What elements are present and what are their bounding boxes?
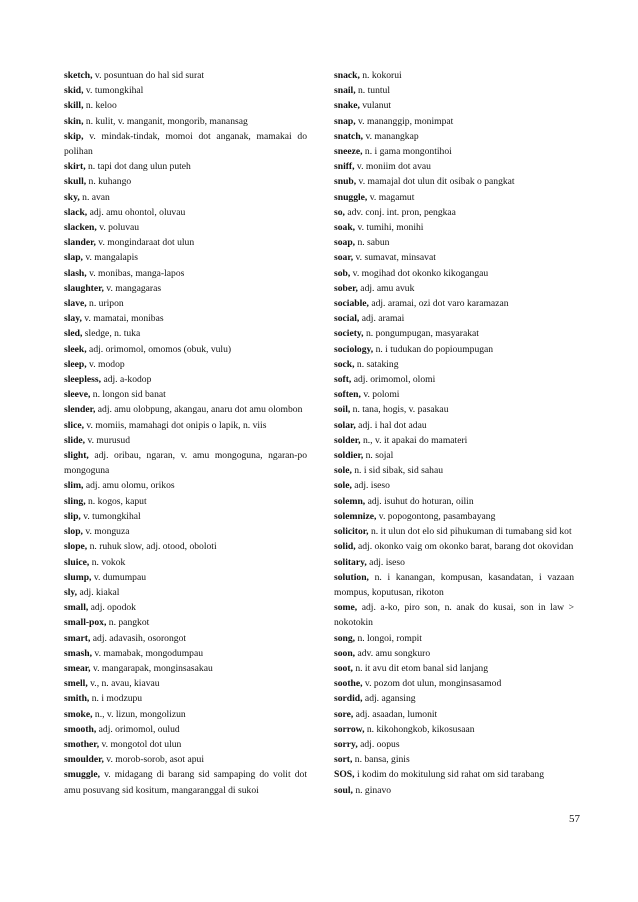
headword: smooth, (64, 723, 97, 735)
headword: so, (334, 206, 345, 218)
definition: v. tumongkihal (83, 85, 144, 97)
dictionary-entry (334, 342, 574, 357)
dictionary-entry (64, 418, 307, 433)
definition: v. polomi (360, 389, 400, 401)
dictionary-entry (64, 555, 307, 570)
definition: adj. orimomol, omomos (obuk, vulu) (86, 343, 232, 355)
definition: v. pozom dot ulun, monginsasamod (362, 678, 502, 690)
headword: small, (64, 602, 89, 614)
definition: v. midagang di barang sid sampaping do volit dot amu posuvang sid kositum, mangaranggal di sukoi (64, 769, 307, 796)
dictionary-entry (64, 509, 307, 524)
dictionary-entry (64, 190, 307, 205)
definition: n. kokorui (359, 70, 402, 81)
dictionary-entry (334, 631, 574, 646)
headword: soot, (334, 662, 353, 674)
headword: soothe, (334, 678, 363, 690)
headword: solicitor, (334, 526, 369, 538)
definition: adj. kiakal (77, 586, 120, 598)
headword: smuggle, (64, 769, 100, 781)
headword: snack, (334, 70, 360, 81)
headword: sleek, (64, 343, 87, 355)
headword: snake, (334, 100, 360, 112)
dictionary-entry (334, 524, 574, 539)
definition: adj. aramai, ozi dot varo karamazan (368, 298, 509, 310)
headword: song, (334, 632, 356, 644)
dictionary-entry (64, 752, 307, 767)
dictionary-entry (64, 691, 307, 706)
headword: sociology, (334, 343, 374, 355)
dictionary-entry (334, 311, 574, 326)
headword: soul, (334, 784, 353, 796)
headword: sordid, (334, 693, 363, 705)
dictionary-entry (334, 402, 574, 417)
headword: sleepless, (64, 374, 102, 386)
definition: adj. amu olobpung, akangau, anaru dot amu olombon (95, 404, 303, 416)
dictionary-entry (64, 114, 307, 129)
headword: skull, (64, 176, 87, 188)
definition: v. momiis, mamahagi dot onipis o lapik, n. viis (83, 419, 267, 431)
dictionary-entry (334, 752, 574, 767)
dictionary-entry (334, 281, 574, 296)
headword: slave, (64, 298, 87, 310)
dictionary-entry (64, 676, 307, 691)
dictionary-entry (64, 737, 307, 752)
headword: sled, (64, 328, 83, 340)
headword: sociable, (334, 298, 369, 310)
headword: snap, (334, 115, 356, 127)
dictionary-entry (64, 98, 307, 113)
dictionary-entry (64, 661, 307, 676)
definition: vulanut (359, 100, 392, 112)
definition: adv. conj. int. pron, pengkaa (344, 206, 456, 218)
dictionary-entry (64, 478, 307, 493)
headword: skirt, (64, 161, 86, 173)
dictionary-entry (334, 174, 574, 189)
dictionary-entry (334, 144, 574, 159)
definition: n. kulit, v. manganit, mongorib, manansag (83, 115, 248, 127)
definition: v. mananggip, monimpat (355, 115, 454, 127)
dictionary-entry (64, 646, 307, 661)
headword: soar, (334, 252, 354, 264)
dictionary-entry (64, 539, 307, 554)
dictionary-entry (64, 631, 307, 646)
dictionary-entry (64, 235, 307, 250)
headword: some, (334, 602, 358, 614)
dictionary-entry (334, 357, 574, 372)
headword: sleep, (64, 358, 87, 370)
dictionary-entry (334, 250, 574, 265)
headword: skip, (64, 130, 84, 142)
headword: smoulder, (64, 754, 104, 766)
definition: n. pongumpugan, masyarakat (363, 328, 479, 340)
definition: n. longoi, rompit (355, 632, 422, 644)
definition: v. murusud (85, 434, 131, 446)
headword: soldier, (334, 450, 364, 462)
headword: solder, (334, 434, 361, 446)
definition: v. mamajal dot ulun dit osibak o pangkat (356, 176, 515, 188)
headword: snail, (334, 85, 356, 97)
dictionary-entry (64, 326, 307, 341)
definition: adj. iseso (351, 480, 390, 492)
headword: sole, (334, 465, 352, 477)
definition: adj. adavasih, osorongot (90, 632, 187, 644)
definition: v. mogihad dot okonko kikogangau (350, 267, 489, 279)
definition: n. sojal (363, 450, 394, 462)
headword: sob, (334, 267, 351, 279)
dictionary-entry (64, 357, 307, 372)
definition: n. uripon (86, 298, 124, 310)
headword: solitary, (334, 556, 367, 568)
headword: slash, (64, 267, 87, 279)
headword: slope, (64, 541, 88, 553)
dictionary-entry (64, 585, 307, 600)
headword: smart, (64, 632, 91, 644)
headword: sole, (334, 480, 352, 492)
dictionary-entry (334, 326, 574, 341)
headword: sneeze, (334, 146, 363, 158)
definition: n. tuntul (355, 85, 390, 97)
page-number: 57 (569, 813, 580, 825)
dictionary-entry (334, 783, 574, 798)
headword: solemnize, (334, 510, 377, 522)
definition: adj. isuhut do hoturan, oilin (365, 495, 474, 507)
dictionary-entry (334, 570, 574, 600)
definition: n. keloo (83, 100, 117, 112)
dictionary-entry (334, 676, 574, 691)
headword: slander, (64, 237, 96, 249)
headword: sorrow, (334, 723, 365, 735)
dictionary-entry (334, 661, 574, 676)
dictionary-entry (64, 129, 307, 159)
definition: adj. oopus (357, 738, 400, 750)
definition: v. morob-sorob, asot apui (103, 754, 205, 766)
headword: soften, (334, 389, 361, 401)
definition: v. mangagaras (103, 282, 162, 294)
definition: v. posuntuan do hal sid surat (92, 70, 205, 81)
headword: snatch, (334, 130, 364, 142)
dictionary-entry (64, 220, 307, 235)
headword: sketch, (64, 70, 93, 81)
headword: slop, (64, 526, 83, 538)
definition: v. poluvau (96, 222, 140, 234)
dictionary-entry (64, 205, 307, 220)
definition: adv. amu songkuro (355, 647, 431, 659)
headword: slacken, (64, 222, 97, 234)
headword: slack, (64, 206, 88, 218)
dictionary-entry (334, 478, 574, 493)
headword: solution, (334, 571, 369, 583)
dictionary-entry (334, 372, 574, 387)
definition: n. sataking (354, 358, 399, 370)
dictionary-entry (64, 402, 307, 417)
dictionary-entry (64, 600, 307, 615)
headword: sock, (334, 358, 355, 370)
headword: slay, (64, 313, 82, 325)
dictionary-entry (64, 494, 307, 509)
definition: adj. amu olomu, orikos (83, 480, 175, 492)
headword: smell, (64, 678, 88, 690)
headword: smear, (64, 662, 91, 674)
dictionary-entry (334, 691, 574, 706)
definition: v. tumihi, monihi (355, 222, 424, 234)
definition: n. kuhango (86, 176, 132, 188)
definition: n. i gama mongontihoi (362, 146, 452, 158)
headword: smash, (64, 647, 92, 659)
definition: adj. orimomol, olomi (351, 374, 436, 386)
dictionary-entry (334, 646, 574, 661)
dictionary-entry (64, 83, 307, 98)
dictionary-entry (334, 767, 574, 782)
definition: v. moniim dot avau (354, 161, 431, 173)
dictionary-entry (64, 250, 307, 265)
headword: social, (334, 313, 360, 325)
headword: solid, (334, 541, 356, 553)
dictionary-entry (64, 524, 307, 539)
headword: slender, (64, 404, 96, 416)
headword: sling, (64, 495, 86, 507)
dictionary-entry (334, 266, 574, 281)
dictionary-entry (334, 129, 574, 144)
definition: n. i modzupu (89, 693, 143, 705)
dictionary-entry (64, 281, 307, 296)
dictionary-entry (334, 98, 574, 113)
headword: sluice, (64, 556, 90, 568)
dictionary-entry (64, 722, 307, 737)
headword: sly, (64, 586, 78, 598)
dictionary-entry (334, 600, 574, 630)
headword: society, (334, 328, 364, 340)
headword: smoke, (64, 708, 93, 720)
definition: n., v. lizun, mongolizun (92, 708, 186, 720)
definition: v. mongindaraat dot ulun (95, 237, 195, 249)
definition: n. avan (79, 191, 110, 203)
dictionary-entry (334, 555, 574, 570)
dictionary-entry (334, 433, 574, 448)
dictionary-entry (334, 114, 574, 129)
headword: sky, (64, 191, 80, 203)
dictionary-entry (334, 737, 574, 752)
definition: adj. iseso (366, 556, 405, 568)
definition: v. mongotol dot ulun (99, 738, 182, 750)
dictionary-entry (334, 296, 574, 311)
headword: skid, (64, 85, 84, 97)
dictionary-entry (64, 174, 307, 189)
definition: n. kikohongkob, kikosusaan (364, 723, 475, 735)
dictionary-entry (64, 448, 307, 478)
definition: adj. a-ko, piro son, n. anak do kusai, son in law > nokotokin (334, 602, 574, 629)
definition: n. sabun (355, 237, 390, 249)
definition: n. vokok (89, 556, 126, 568)
definition: v. manangkap (363, 130, 419, 142)
definition: adj. aramai (359, 313, 405, 325)
headword: skill, (64, 100, 84, 112)
definition: n. it ulun dot elo sid pihukuman di tumabang sid kot (368, 526, 572, 538)
headword: soil, (334, 404, 351, 416)
headword: smother, (64, 738, 100, 750)
headword: soak, (334, 222, 356, 234)
definition: v. mindak-tindak, momoi dot anganak, mamakai do polihan (64, 130, 307, 158)
dictionary-entry (334, 387, 574, 402)
dictionary-entry (64, 767, 307, 797)
definition: adj. okonko vaig om okonko barat, barang dot okovidan (355, 541, 574, 553)
headword: sorry, (334, 738, 358, 750)
dictionary-entry (64, 311, 307, 326)
definition: n. i tudukan do popioumpugan (373, 343, 494, 355)
dictionary-entry (334, 235, 574, 250)
definition: n. tana, hogis, v. pasakau (350, 404, 449, 416)
headword: snuggle, (334, 191, 368, 203)
headword: slice, (64, 419, 84, 431)
left-column (64, 68, 307, 798)
headword: solar, (334, 419, 356, 431)
headword: sniff, (334, 161, 355, 173)
headword: sober, (334, 282, 358, 294)
headword: smith, (64, 693, 90, 705)
headword: slim, (64, 480, 84, 492)
dictionary-entry (64, 159, 307, 174)
definition: adj. amu avuk (357, 282, 415, 294)
dictionary-entry (334, 68, 574, 83)
definition: sledge, n. tuka (82, 328, 141, 340)
dictionary-entry (64, 342, 307, 357)
headword: sleeve, (64, 389, 91, 401)
definition: n. kogos, kaput (85, 495, 147, 507)
headword: slaughter, (64, 282, 104, 294)
definition: i kodim do mokitulung sid rahat om sid tarabang (354, 769, 545, 781)
dictionary-entry (334, 509, 574, 524)
definition: n. tapi dot dang ulun puteh (85, 161, 191, 173)
headword: solemn, (334, 495, 366, 507)
headword: soft, (334, 374, 352, 386)
dictionary-entry (64, 68, 307, 83)
headword: sore, (334, 708, 354, 720)
headword: slight, (64, 450, 89, 462)
definition: n., v. it apakai do mamateri (360, 434, 468, 446)
definition: adj. agansing (362, 693, 416, 705)
right-column (334, 68, 574, 798)
dictionary-entry (64, 570, 307, 585)
dictionary-entry (334, 159, 574, 174)
definition: v. popogontong, pasambayang (376, 510, 496, 522)
definition: v. monguza (82, 526, 130, 538)
dictionary-entry (64, 615, 307, 630)
definition: v., n. avau, kiavau (87, 678, 160, 690)
definition: n. longon sid banat (90, 389, 166, 401)
definition: n. it avu dit etom banal sid lanjang (352, 662, 489, 674)
dictionary-entry (64, 433, 307, 448)
definition: n. i kanangan, kompusan, kasandatan, i vazaan mompus, koputusan, rikoton (334, 571, 574, 598)
definition: v. mangalapis (82, 252, 138, 264)
headword: soon, (334, 647, 356, 659)
dictionary-entry (334, 83, 574, 98)
headword: skin, (64, 115, 84, 127)
definition: adj. orimomol, oulud (96, 723, 180, 735)
definition: adj. asaadan, lumonit (353, 708, 438, 720)
headword: small-pox, (64, 617, 107, 629)
dictionary-entry (64, 387, 307, 402)
definition: v. dumumpau (91, 571, 147, 583)
dictionary-entry (334, 418, 574, 433)
headword: slip, (64, 510, 81, 522)
definition: v. modop (86, 358, 125, 370)
dictionary-entry (334, 494, 574, 509)
dictionary-entry (334, 190, 574, 205)
definition: n. i sid sibak, sid sahau (351, 465, 443, 477)
definition: adj. a-kodop (101, 374, 152, 386)
dictionary-entry (334, 205, 574, 220)
definition: v. monibas, manga-lapos (86, 267, 185, 279)
headword: slide, (64, 434, 86, 446)
headword: soap, (334, 237, 356, 249)
definition: v. sumavat, minsavat (353, 252, 436, 264)
dictionary-entry (334, 539, 574, 554)
dictionary-entry (64, 372, 307, 387)
dictionary-entry (334, 463, 574, 478)
headword: snub, (334, 176, 357, 188)
dictionary-entry (64, 266, 307, 281)
definition: adj. opodok (88, 602, 136, 614)
definition: v. mamatai, monibas (81, 313, 164, 325)
definition: n. pangkot (106, 617, 150, 629)
dictionary-entry (334, 707, 574, 722)
definition: v. tumongkihal (80, 510, 141, 522)
definition: adj. i hal dot adau (355, 419, 427, 431)
dictionary-entry (64, 707, 307, 722)
dictionary-entry (334, 448, 574, 463)
headword: slap, (64, 252, 83, 264)
definition: v. magamut (367, 191, 415, 203)
definition: n. ginavo (352, 784, 392, 796)
definition: adj. oribau, ngaran, v. amu mongoguna, ngaran-po mongoguna (64, 450, 307, 477)
definition: n. ruhuk slow, adj. otood, oboloti (87, 541, 217, 553)
dictionary-entry (334, 220, 574, 235)
dictionary-entry (64, 296, 307, 311)
headword: sort, (334, 754, 353, 766)
headword: SOS, (334, 769, 355, 781)
dictionary-entry (334, 722, 574, 737)
definition: adj. amu ohontol, oluvau (87, 206, 186, 218)
definition: n. bansa, ginis (352, 754, 410, 766)
headword: slump, (64, 571, 92, 583)
definition: v. mamabak, mongodumpau (92, 647, 204, 659)
definition: v. mangarapak, monginsasakau (90, 662, 213, 674)
